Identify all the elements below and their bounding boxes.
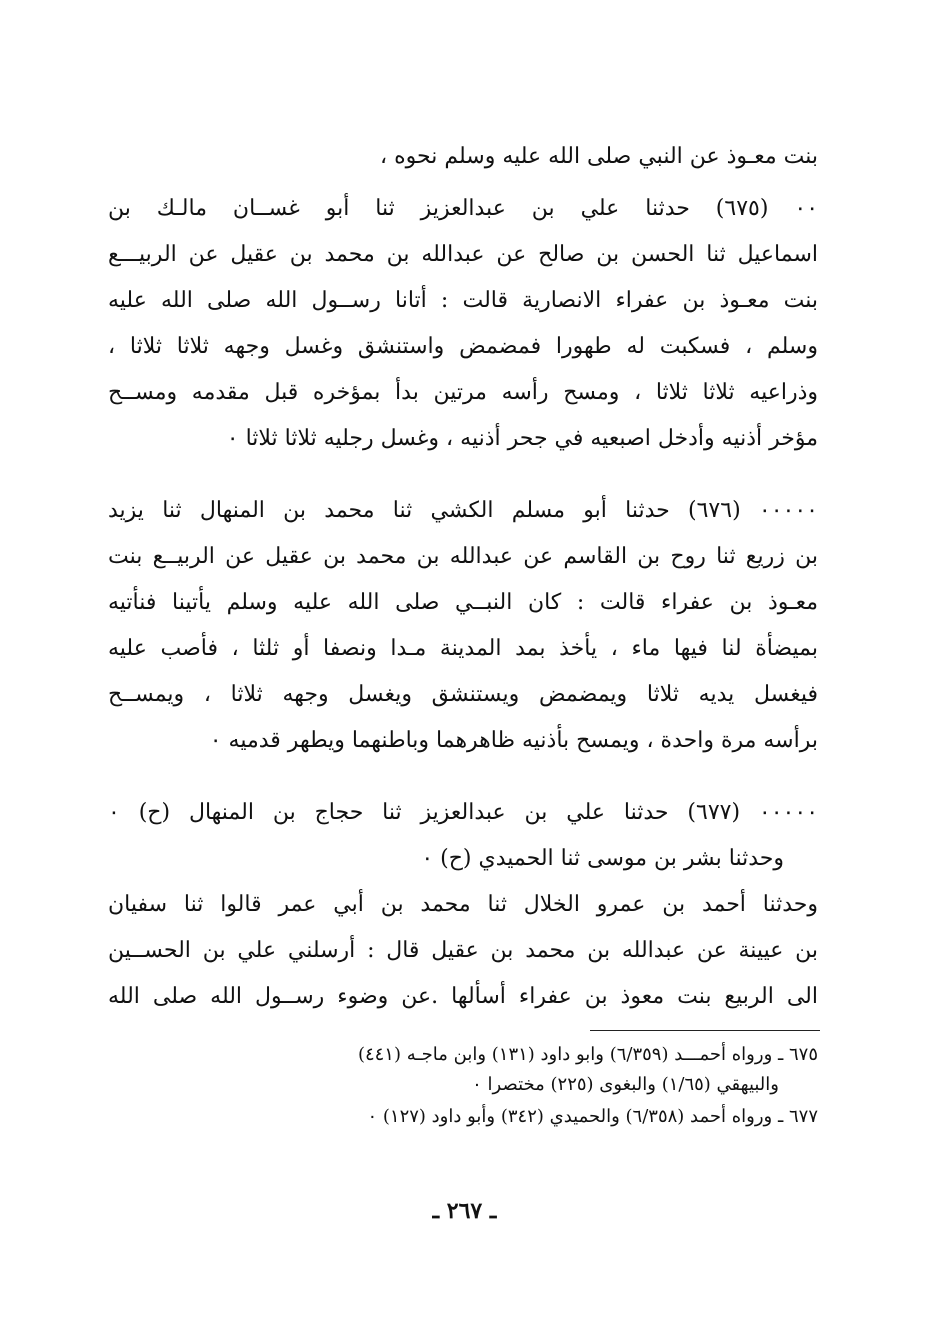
text-line-18: الى الربيع بنت معوذ بن عفراء أسألها .عن وضوء رســول الله صلى الله [108,984,818,1009]
footnote-divider [590,1030,820,1031]
text-line-15: وحدثنا بشر بن موسى ثنا الحميدي (ح) ٠ [421,846,784,871]
text-line-10: معـوذ بن عفراء قالت : كان النبــي صلى الله عليه وسلم يأتينا فنأتيه [108,590,818,615]
footnote-677: ٦٧٧ ـ ورواه أحمد (٦/٣٥٨) والحميدي (٣٤٢) وأبو داود (١٢٧) ٠ [367,1106,818,1127]
text-line-14: ٠٠٠٠٠ (٦٧٧) حدثنا علي بن عبدالعزيز ثنا حجاج بن المنهال (ح) ٠ [108,800,818,825]
text-line-4: بنت معـوذ بن عفراء الانصارية قالت : أتانا رســول الله صلى الله عليه [108,288,818,313]
text-line-5: وسلم ، فسكبت له طهورا فمضمض واستنشق وغسل وجهه ثلاثا ثلاثا ، [108,334,818,359]
text-line-17: بن عيينة عن عبدالله بن محمد بن عقيل قال : أرسلني علي بن الحســين [108,938,818,963]
text-line-13: برأسه مرة واحدة ، ويمسح بأذنيه ظاهرهما وباطنهما ويطهر قدميه ٠ [209,728,818,753]
text-line-3: اسماعيل ثنا الحسن بن صالح عن عبدالله بن محمد بن عقيل عن الربيـــع [108,242,818,267]
text-line-7: مؤخر أذنيه وأدخل اصبعيه في جحر أذنيه ، وغسل رجليه ثلاثا ثلاثا ٠ [226,426,818,451]
text-line-2: ٠٠ (٦٧٥) حدثنا علي بن عبدالعزيز ثنا أبو غســان مالـك بن [108,196,818,221]
text-line-6: وذراعيه ثلاثا ثلاثا ، ومسح رأسه مرتين بدأ بمؤخره قبل مقدمه ومســح [108,380,818,405]
footnote-675: ٦٧٥ ـ ورواه أحمـــد (٦/٣٥٩) وابو داود (١٣١) وابن ماجـه (٤٤١) [357,1044,818,1065]
text-line-16: وحدثنا أحمد بن عمرو الخلال ثنا محمد بن أبي عمر قالوا ثنا سفيان [108,892,818,917]
footnote-675-continued: والبيهقي (١/٦٥) والبغوى (٢٢٥) مختصرا ٠ [472,1074,779,1095]
text-line-9: بن زريع ثنا روح بن القاسم عن عبدالله بن محمد بن عقيل عن الربيــع بنت [108,544,818,569]
text-line-11: بميضأة لنا فيها ماء ، يأخذ بمد المدينة مـدا ونصفا أو ثلثا ، فأصب عليه [108,636,818,661]
text-line-8: ٠٠٠٠٠ (٦٧٦) حدثنا أبو مسلم الكشي ثنا محمد بن المنهال ثنا يزيد [108,498,818,523]
text-line-1: بنت معـوذ عن النبي صلى الله عليه وسلم نحوه ، [380,144,818,169]
page-number: ـ ٢٦٧ ـ [432,1198,497,1224]
text-line-12: فيغسل يديه ثلاثا ويمضمض ويستنشق ويغسل وجهه ثلاثا ، ويمســح [108,682,818,707]
